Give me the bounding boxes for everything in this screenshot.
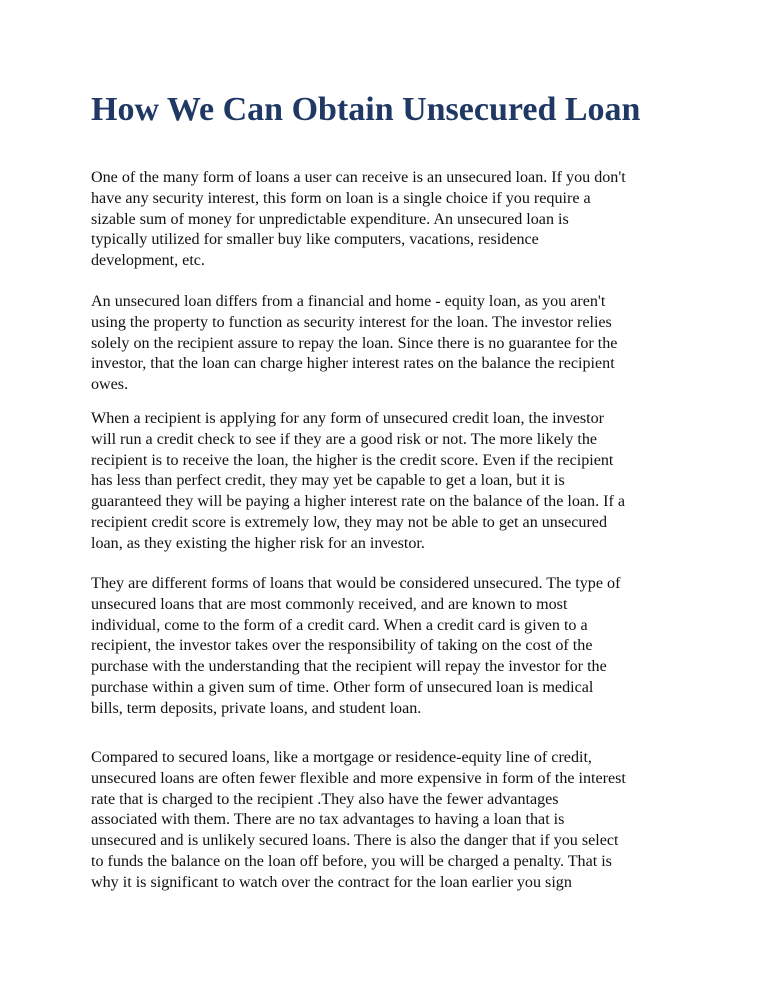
paragraph-line: development, etc.: [91, 252, 205, 270]
paragraph-line: why it is significant to watch over the contract for the loan earlier you sign: [91, 873, 572, 891]
paragraph-line: One of the many form of loans a user can receive is an unsecured loan. If you don't: [91, 169, 626, 186]
paragraph-line: purchase within a given sum of time. Other form of unsecured loan is medical: [91, 678, 594, 696]
paragraph-line: has less than perfect credit, they may yet be capable to get a loan, but it is: [91, 472, 565, 490]
paragraph-line: individual, come to the form of a credit card. When a credit card is given to a: [91, 616, 588, 634]
paragraph-line: investor, that the loan can charge higher interest rates on the balance the recipient: [91, 355, 615, 373]
paragraph-line: typically utilized for smaller buy like computers, vacations, residence: [91, 231, 539, 249]
paragraph-line: Compared to secured loans, like a mortgage or residence-equity line of credit,: [91, 749, 592, 766]
paragraph-line: recipient is to receive the loan, the higher is the credit score. Even if the recipient: [91, 451, 614, 469]
paragraph-5: [91, 748, 689, 894]
paragraph-line: rate that is charged to the recipient .They also have the fewer advantages: [91, 790, 559, 808]
paragraph-line: recipient credit score is extremely low, they may not be able to get an unsecured: [91, 513, 607, 531]
paragraph-2: [91, 292, 689, 396]
paragraph-1: [91, 168, 689, 272]
paragraph-line: to funds the balance on the loan off before, you will be charged a penalty. That is: [91, 852, 612, 870]
paragraph-line: guaranteed they will be paying a higher interest rate on the balance of the loan. If a: [91, 493, 626, 511]
paragraph-line: unsecured loans are often fewer flexible and more expensive in form of the interest: [91, 769, 626, 787]
paragraph-line: solely on the recipient assure to repay the loan. Since there is no guarantee for the: [91, 334, 618, 352]
paragraph-4: [91, 574, 689, 720]
paragraph-line: bills, term deposits, private loans, and student loan.: [91, 699, 422, 717]
paragraph-line: unsecured loans that are most commonly received, and are known to most: [91, 595, 568, 613]
paragraph-line: using the property to function as security interest for the loan. The investor relies: [91, 313, 612, 331]
paragraph-line: associated with them. There are no tax advantages to having a loan that is: [91, 811, 565, 829]
paragraph-line: owes.: [91, 376, 129, 394]
document-title: How We Can Obtain Unsecured Loan: [91, 91, 641, 128]
paragraph-line: will run a credit check to see if they are a good risk or not. The more likely the: [91, 430, 598, 448]
paragraph-line: purchase with the understanding that the recipient will repay the investor for the: [91, 658, 607, 676]
paragraph-line: When a recipient is applying for any form of unsecured credit loan, the investor: [91, 410, 605, 427]
paragraph-line: An unsecured loan differs from a financial and home - equity loan, as you aren't: [91, 293, 606, 310]
paragraph-line: loan, as they existing the higher risk for an investor.: [91, 534, 425, 552]
paragraph-3: [91, 409, 689, 555]
paragraph-line: recipient, the investor takes over the responsibility of taking on the cost of the: [91, 637, 593, 655]
paragraph-line: have any security interest, this form on loan is a single choice if you require a: [91, 189, 591, 207]
paragraph-line: unsecured and is unlikely secured loans. There is also the danger that if you select: [91, 832, 619, 850]
paragraph-line: They are different forms of loans that would be considered unsecured. The type of: [91, 575, 621, 592]
paragraph-line: sizable sum of money for unpredictable expenditure. An unsecured loan is: [91, 210, 569, 228]
